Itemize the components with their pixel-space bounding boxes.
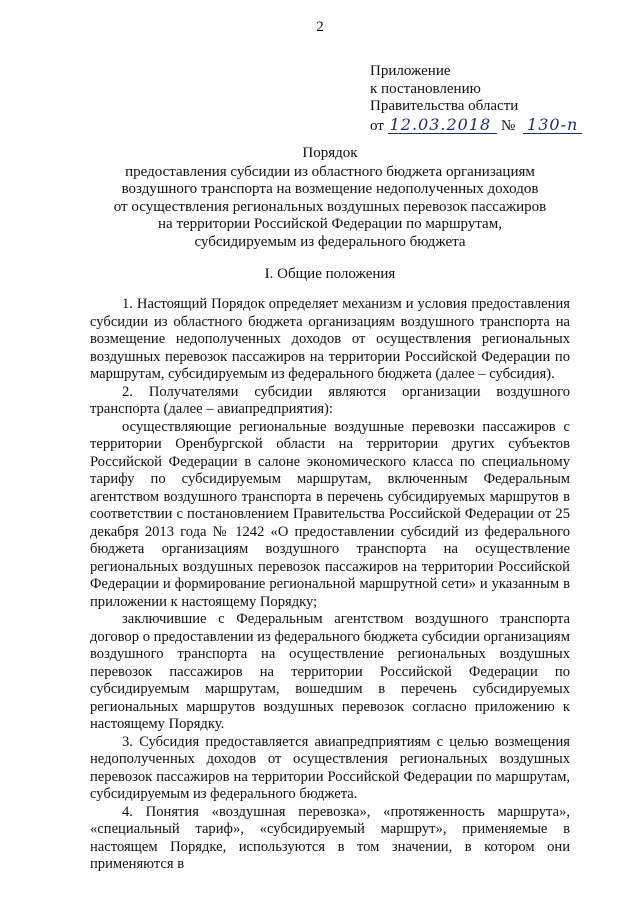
handwritten-number: 130-п [523, 116, 582, 135]
title-line: от осуществления региональных воздушных перевозок пассажиров [113, 198, 547, 215]
title-line: на территории Российской Федерации по маршрутам, [158, 216, 502, 233]
document-title [60, 145, 600, 252]
title-line: предоставления субсидии из областного бюджета организациям [125, 163, 535, 180]
paragraph: 4. Понятия «воздушная перевозка», «протяженность маршрута», «специальный тариф», «субсидируемый маршрут», применяемые в настоящем Порядке, используются в том значении, в котором они применяются в [90, 803, 570, 872]
paragraph: 2. Получателями субсидии являются организации воздушного транспорта (далее – авиапредприятия): [90, 383, 570, 417]
appendix-date-line [370, 116, 625, 136]
title-line: воздушного транспорта на возмещение недополученных доходов [121, 181, 539, 198]
section-title: I. Общие положения [264, 266, 396, 282]
date-prefix: от [370, 117, 384, 134]
handwritten-date: 12.03.2018 [388, 116, 498, 135]
appendix-line-2: к постановлению [370, 80, 481, 97]
appendix-block [370, 63, 625, 135]
document-body [90, 296, 570, 874]
appendix-line-3: Правительства области [370, 98, 519, 114]
paragraph: осуществляющие региональные воздушные перевозки пассажиров с территории Оренбургской области на территории других субъектов Российской Федерации в салоне экономического класса по специальному тарифу по субсидируемым маршрутам, включенным Федеральным агентством воздушного транспорта в перечень субсидируемых маршрутов в соответствии с постановлением Правительства Российской Федерации от 25 декабря 2013 года № 1242 «О предоставлении субсидий из федерального бюджета организациям воздушного транспорта на осуществление региональных воздушных перевозок пассажиров на территории Российской Федерации и формирование региональной маршрутной сети» и указанным в приложении к настоящему Порядку; [90, 418, 570, 610]
appendix-line-1: Приложение [370, 63, 451, 79]
title-heading: Порядок [302, 145, 358, 161]
page-number: 2 [316, 19, 324, 35]
paragraph: заключившие с Федеральным агентством воздушного транспорта договор о предоставлении из федерального бюджета субсидии организациям воздушного транспорта на осуществление региональных воздушных перевозок пассажиров на территории Российской Федерации по субсидируемым маршрутам, вошедшим в перечень субсидируемых региональных маршрутов воздушных перевозок согласно приложению к настоящему Порядку. [90, 611, 570, 732]
paragraph: 3. Субсидия предоставляется авиапредприятиям с целью возмещения недополученных доходов от осуществления региональных воздушных перевозок пассажиров на территории Российской Федерации по маршрутам, субсидируемым из федерального бюджета. [90, 733, 570, 802]
title-line: субсидируемым из федерального бюджета [194, 233, 466, 250]
paragraph: 1. Настоящий Порядок определяет механизм и условия предоставления субсидии из областного бюджета организациям воздушного транспорта на возмещение недополученных доходов от осуществления региональных воздушных перевозок пассажиров на территории Российской Федерации по маршрутам, субсидируемым из федерального бюджета (далее – субсидия). [90, 296, 570, 382]
number-label: № [500, 117, 516, 134]
